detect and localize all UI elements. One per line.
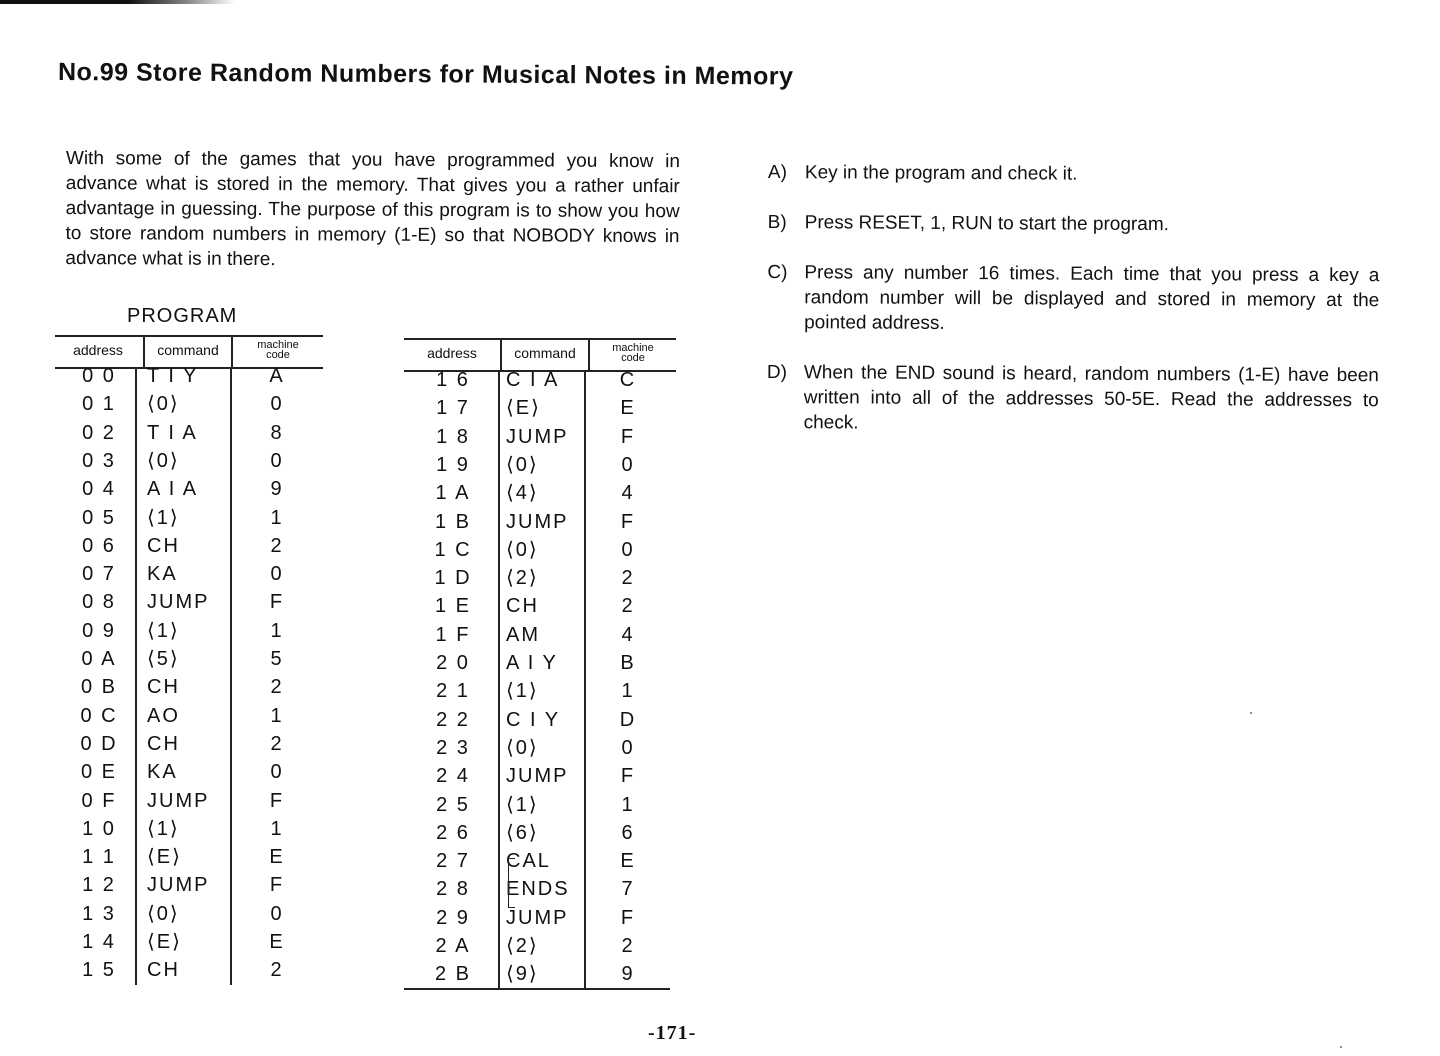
cell-command: T I A	[147, 421, 198, 444]
table-row	[55, 871, 323, 899]
cell-address: 2 2	[436, 708, 470, 731]
cell-command: ⟨0⟩	[506, 736, 539, 759]
cell-command: CH	[506, 595, 539, 618]
table-row	[404, 904, 676, 932]
table-row	[404, 394, 676, 422]
cell-command: CAL	[506, 850, 551, 873]
header-machine-code-line2: code	[621, 352, 645, 364]
table-row	[404, 960, 676, 988]
cell-command: ⟨E⟩	[506, 397, 541, 420]
cell-command: ⟨1⟩	[147, 817, 180, 840]
table-row	[55, 843, 323, 871]
header-address: address	[427, 345, 477, 361]
cell-machine-code: 6	[621, 821, 635, 844]
scan-artifact	[0, 0, 235, 4]
cell-machine-code: 5	[270, 648, 284, 670]
cell-machine-code: 0	[270, 761, 284, 784]
cell-command: AO	[147, 704, 180, 727]
program-table-right	[404, 338, 676, 994]
header-command: command	[157, 342, 219, 358]
program-table-left	[55, 335, 323, 987]
cell-address: 2 0	[436, 652, 470, 674]
cell-machine-code: F	[620, 906, 636, 929]
cell-address: 2 A	[435, 935, 471, 957]
table-row	[404, 649, 676, 677]
cell-machine-code: 1	[270, 619, 284, 642]
table-row	[55, 730, 323, 758]
cell-machine-code: 0	[270, 563, 284, 586]
cell-command: ⟨9⟩	[506, 963, 539, 986]
cell-machine-code: 0	[621, 453, 635, 476]
table-row	[404, 706, 676, 734]
cell-address: 0 F	[81, 789, 117, 812]
cell-machine-code: 4	[621, 623, 635, 646]
cell-command: ⟨1⟩	[506, 793, 539, 816]
cell-command: ⟨5⟩	[147, 648, 180, 670]
table-row	[404, 621, 676, 649]
cell-address: 1 1	[82, 846, 116, 869]
cell-machine-code: 2	[270, 534, 284, 557]
cell-address: 0 A	[81, 648, 117, 670]
cell-command: C I Y	[506, 708, 561, 731]
cell-command: CH	[147, 534, 180, 557]
cell-machine-code: 2	[270, 676, 284, 699]
table-row	[55, 504, 323, 532]
step-b	[768, 210, 1380, 238]
cell-machine-code: E	[269, 846, 285, 869]
header-machine-code-line2: code	[266, 349, 290, 361]
cell-command: ⟨0⟩	[147, 902, 180, 925]
cell-address: 0 5	[82, 506, 116, 529]
cell-address: 0 7	[82, 563, 116, 586]
table-row	[55, 673, 323, 701]
cell-address: 2 5	[436, 793, 470, 816]
cell-address: 1 B	[434, 510, 472, 533]
cell-command: A I Y	[506, 652, 558, 674]
step-letter: B)	[767, 211, 787, 234]
page-number: -171-	[648, 1022, 697, 1044]
cell-machine-code: D	[619, 708, 637, 731]
table-row	[55, 815, 323, 843]
cell-command: A I A	[147, 478, 199, 501]
cell-command: CH	[147, 676, 180, 699]
table-row	[55, 588, 323, 616]
scan-speck	[1250, 712, 1252, 714]
step-letter: C)	[767, 261, 788, 284]
header-address: address	[73, 342, 123, 358]
table-row	[55, 617, 323, 645]
table-row	[404, 791, 676, 819]
cell-address: 0 B	[80, 676, 118, 699]
table-row	[404, 819, 676, 847]
cell-address: 2 7	[436, 850, 470, 873]
header-machine-code	[590, 338, 676, 368]
table-row	[404, 564, 676, 592]
table-row	[55, 787, 323, 815]
header-command: command	[514, 345, 576, 361]
table-row	[404, 677, 676, 705]
cell-address: 1 7	[436, 397, 470, 420]
cell-command: ⟨0⟩	[506, 453, 539, 476]
table-row	[55, 758, 323, 786]
cell-machine-code: F	[620, 425, 636, 448]
program-label: PROGRAM	[127, 305, 238, 327]
step-text: Press RESET, 1, RUN to start the program.	[804, 212, 1170, 236]
cell-command: ⟨E⟩	[147, 931, 182, 953]
table-row	[404, 479, 676, 507]
table-bottom-rule	[404, 988, 670, 990]
table-row	[404, 536, 676, 564]
cell-address: 1 E	[434, 595, 472, 618]
cell-machine-code: 1	[270, 506, 284, 529]
cell-address: 1 0	[82, 817, 116, 840]
cell-machine-code: 1	[621, 793, 635, 816]
intro-paragraph: With some of the games that you have programmed you know in advance what is stored in the memory. That gives you a rather unfair advantage in guessing. The purpose of this program is to show you how to store random numbers in memory (1-E) so that NOBODY knows in advance what is in there.	[65, 147, 680, 271]
table-row	[55, 956, 323, 984]
table-row	[55, 532, 323, 560]
cell-address: 2 1	[436, 680, 470, 703]
cell-command: JUMP	[147, 789, 210, 812]
step-d	[767, 360, 1379, 438]
cell-address: 2 8	[436, 878, 470, 901]
cell-address: 2 3	[436, 736, 470, 759]
step-c	[767, 260, 1379, 338]
cell-address: 0 3	[82, 449, 116, 472]
cell-command: KA	[147, 761, 178, 784]
cell-address: 2 4	[436, 765, 470, 788]
cell-address: 0 0	[82, 365, 116, 387]
table-row	[55, 390, 323, 418]
scan-speck	[1340, 1046, 1342, 1048]
cell-address: 0 6	[82, 534, 116, 557]
step-text: When the END sound is heard, random numbers (1-E) have been written into all of the addresses 50-5E. Read the addresses to check.	[803, 362, 1379, 434]
cell-address: 0 9	[82, 619, 116, 642]
cell-address: 1 D	[434, 567, 472, 590]
table-row	[404, 762, 676, 790]
cell-machine-code: 1	[270, 817, 284, 840]
cell-machine-code: 0	[621, 538, 635, 561]
cell-machine-code: 0	[270, 902, 284, 925]
cell-machine-code: E	[620, 850, 636, 873]
cell-machine-code: B	[620, 652, 636, 674]
cell-machine-code: 9	[270, 478, 284, 501]
subroutine-bracket	[508, 858, 515, 908]
cell-machine-code: F	[620, 765, 636, 788]
cell-command: CH	[147, 959, 180, 982]
cell-command: ⟨6⟩	[506, 821, 539, 844]
cell-address: 1 5	[82, 959, 116, 982]
cell-command: ⟨4⟩	[506, 482, 539, 505]
table-row	[55, 928, 323, 956]
cell-address: 1 3	[82, 902, 116, 925]
table-row	[55, 362, 323, 390]
cell-machine-code: 2	[621, 935, 635, 957]
table-row	[404, 366, 676, 394]
step-text: Press any number 16 times. Each time that you press a key a random number will be displayed and stored in memory at the pointed address.	[804, 262, 1380, 334]
cell-address: 0 D	[80, 732, 118, 755]
table-row	[55, 447, 323, 475]
cell-address: 1 F	[435, 623, 471, 646]
cell-machine-code: 0	[621, 736, 635, 759]
cell-command: ⟨2⟩	[506, 935, 539, 957]
cell-command: JUMP	[506, 906, 569, 929]
table-row	[55, 419, 323, 447]
table-row	[404, 451, 676, 479]
cell-address: 1 9	[436, 453, 470, 476]
cell-machine-code: 0	[270, 393, 284, 416]
cell-machine-code: 2	[270, 959, 284, 982]
cell-machine-code: 9	[621, 963, 635, 986]
step-letter: D)	[766, 361, 788, 384]
cell-command: C I A	[506, 369, 560, 391]
cell-machine-code: C	[619, 369, 637, 391]
table-row	[55, 475, 323, 503]
cell-machine-code: 7	[621, 878, 635, 901]
cell-machine-code: F	[269, 591, 285, 614]
cell-address: 2 B	[434, 963, 472, 986]
cell-command: AM	[506, 623, 540, 646]
cell-address: 0 E	[80, 761, 118, 784]
cell-address: 0 4	[82, 478, 116, 501]
instruction-steps	[766, 160, 1380, 463]
cell-command: JUMP	[506, 510, 569, 533]
cell-address: 1 A	[435, 482, 471, 505]
cell-command: ⟨2⟩	[506, 567, 539, 590]
cell-machine-code: F	[620, 510, 636, 533]
header-machine-code	[233, 335, 323, 365]
cell-address: 0 1	[82, 393, 116, 416]
cell-machine-code: 8	[270, 421, 284, 444]
table-row	[55, 702, 323, 730]
cell-address: 1 8	[436, 425, 470, 448]
cell-machine-code: E	[620, 397, 636, 420]
cell-address: 1 4	[82, 931, 116, 953]
cell-machine-code: E	[269, 931, 285, 953]
cell-command: JUMP	[147, 874, 210, 897]
cell-machine-code: 0	[270, 449, 284, 472]
cell-machine-code: F	[269, 874, 285, 897]
cell-address: 0 C	[80, 704, 118, 727]
table-row	[404, 847, 676, 875]
cell-command: ⟨1⟩	[147, 619, 180, 642]
table-row	[404, 508, 676, 536]
table-row	[404, 875, 676, 903]
cell-command: ⟨1⟩	[147, 506, 180, 529]
table-row	[404, 423, 676, 451]
cell-address: 0 8	[82, 591, 116, 614]
cell-command: CH	[147, 732, 180, 755]
cell-machine-code: F	[269, 789, 285, 812]
cell-machine-code: A	[269, 365, 285, 387]
cell-command: T I Y	[147, 365, 199, 387]
cell-command: ⟨1⟩	[506, 680, 539, 703]
cell-address: 1 6	[436, 369, 470, 391]
step-text: Key in the program and check it.	[804, 162, 1078, 185]
cell-machine-code: 2	[621, 595, 635, 618]
table-row	[55, 560, 323, 588]
header-machine-code-line1: machine	[257, 339, 299, 351]
cell-command: ⟨0⟩	[147, 449, 180, 472]
table-row	[55, 645, 323, 673]
cell-address: 1 2	[82, 874, 116, 897]
cell-address: 1 C	[434, 538, 472, 561]
cell-machine-code: 2	[270, 732, 284, 755]
cell-command: ⟨0⟩	[147, 393, 180, 416]
cell-machine-code: 1	[270, 704, 284, 727]
cell-address: 2 9	[436, 906, 470, 929]
header-machine-code-line1: machine	[612, 342, 654, 354]
table-row	[404, 932, 676, 960]
step-a	[768, 160, 1380, 188]
table-row	[55, 900, 323, 928]
cell-address: 0 2	[82, 421, 116, 444]
cell-machine-code: 2	[621, 567, 635, 590]
cell-command: KA	[147, 563, 178, 586]
cell-machine-code: 1	[621, 680, 635, 703]
page-title: No.99 Store Random Numbers for Musical Notes in Memory	[57, 58, 794, 91]
cell-address: 2 6	[436, 821, 470, 844]
cell-command: ENDS	[506, 878, 570, 901]
table-row	[404, 592, 676, 620]
step-letter: A)	[767, 161, 787, 184]
cell-command: JUMP	[506, 765, 569, 788]
cell-command: ⟨0⟩	[506, 538, 539, 561]
cell-machine-code: 4	[621, 482, 635, 505]
cell-command: JUMP	[147, 591, 210, 614]
cell-command: ⟨E⟩	[147, 846, 182, 869]
cell-command: JUMP	[506, 425, 569, 448]
table-row	[404, 734, 676, 762]
